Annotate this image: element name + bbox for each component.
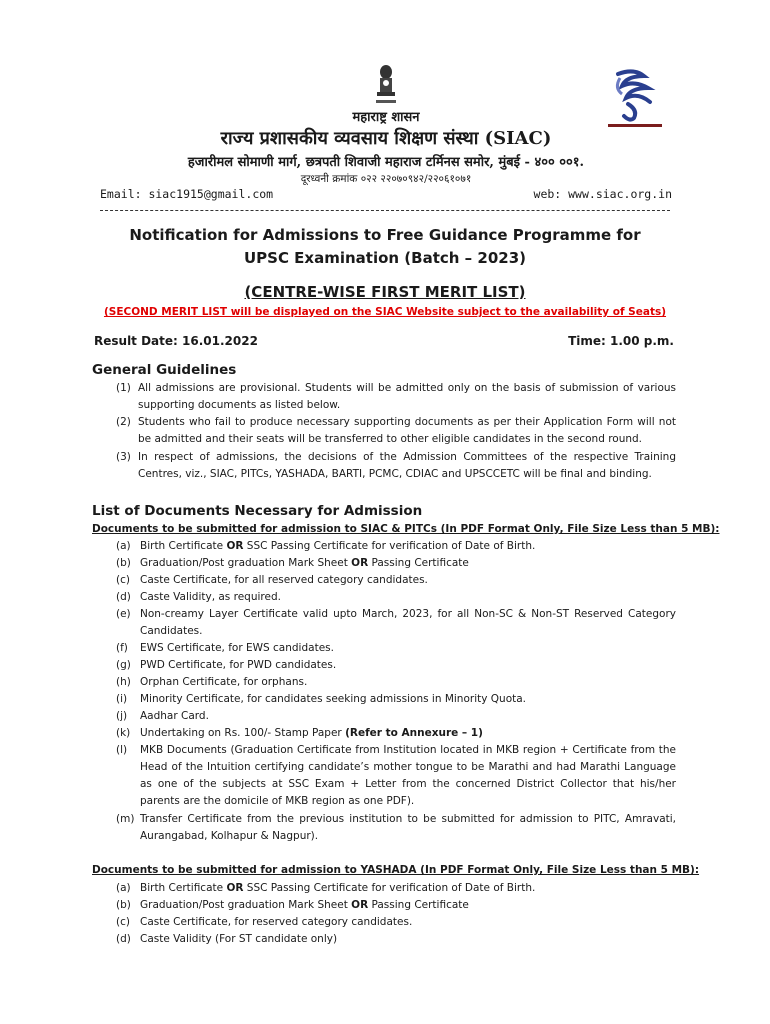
list-item-emphasis: OR [226, 882, 244, 894]
list-item-number: (j) [116, 710, 128, 722]
list-item-text-part: Passing Certificate [368, 557, 469, 569]
list-item-text [140, 657, 676, 674]
list-item [116, 449, 676, 483]
list-item [116, 414, 676, 448]
list-item [116, 657, 676, 674]
list-item-number: (c) [116, 574, 130, 586]
list-item-text-part: Transfer Certificate from the previous institution to be submitted for admission to PITC, Amravati, Aurangabad, Kolhapur & Nagpur). [140, 813, 676, 842]
list-item-text-part: Aadhar Card. [140, 710, 209, 722]
organization-phone: दूरध्वनी क्रमांक ०२२ २२०७०९४२/२२०६१०७१ [300, 173, 472, 185]
list-item-text-part: PWD Certificate, for PWD candidates. [140, 659, 337, 671]
notification-title-line2: UPSC Examination (Batch – 2023) [243, 249, 527, 267]
siac-documents-heading: Documents to be submitted for admission to SIAC & PITCs (In PDF Format Only, File Size Less than 5 MB): [92, 523, 720, 535]
list-item-text [140, 606, 676, 640]
list-item-text-part: Caste Certificate, for reserved category candidates. [140, 916, 413, 928]
list-item-number: (g) [116, 659, 131, 671]
list-item [116, 555, 676, 572]
list-item-emphasis: OR [226, 540, 244, 552]
list-item-text-part: Minority Certificate, for candidates seeking admissions in Minority Quota. [140, 693, 527, 705]
list-item-text-part: EWS Certificate, for EWS candidates. [140, 642, 334, 654]
list-item-number: (d) [116, 591, 131, 603]
list-item-text [140, 931, 676, 948]
list-item-text-part: Graduation/Post graduation Mark Sheet [140, 899, 352, 911]
list-item-text-part: Orphan Certificate, for orphans. [140, 676, 308, 688]
list-item-number: (1) [116, 382, 131, 394]
list-item-number: (f) [116, 642, 128, 654]
list-item-text [140, 811, 676, 845]
list-item-text-part: SSC Passing Certificate for verification of Date of Birth. [243, 882, 536, 894]
list-item [116, 897, 676, 914]
list-item-text [140, 742, 676, 810]
result-time: Time: 1.00 p.m. [568, 334, 674, 348]
notification-title-line1: Notification for Admissions to Free Guidance Programme for [129, 226, 641, 244]
list-item [116, 811, 676, 845]
list-item-text-part: Graduation/Post graduation Mark Sheet [140, 557, 352, 569]
list-item-number: (h) [116, 676, 131, 688]
list-item-text-part: MKB Documents (Graduation Certificate from Institution located in MKB region + Certificate from the Head of the Intuition certifying candidate’s mother tongue to be Marathi and had Marathi Language as one of the subjects at SSC Exam + Letter from the concerned District Collector that his/her parents are the domicile of MKB region as one PDF). [140, 744, 676, 807]
list-item [116, 589, 676, 606]
list-item-text-part: Passing Certificate [368, 899, 469, 911]
list-item [116, 914, 676, 931]
list-item [116, 606, 676, 640]
list-item [116, 708, 676, 725]
list-item-text [140, 589, 676, 606]
list-item-number: (c) [116, 916, 130, 928]
list-item-text [140, 640, 676, 657]
guidelines-heading: General Guidelines [92, 362, 237, 378]
list-item-text [140, 914, 676, 931]
organization-address: हजारीमल सोमाणी मार्ग, छत्रपती शिवाजी महाराज टर्मिनस समोर, मुंबई - ४०० ००१. [187, 155, 585, 170]
list-item-text [140, 572, 676, 589]
list-item-number: (m) [116, 813, 135, 825]
website-text: web: www.siac.org.in [533, 187, 672, 201]
yashada-documents-heading: Documents to be submitted for admission to YASHADA (In PDF Format Only, File Size Less than 5 MB): [92, 864, 700, 876]
list-item [116, 691, 676, 708]
list-item [116, 742, 676, 810]
list-item-text: In respect of admissions, the decisions of the Admission Committees of the respective Training Centres, viz., SIAC, PITCs, YASHADA, BARTI, PCMC, CDIAC and UPSCCETC will be final and binding. [138, 451, 676, 480]
second-merit-note: (SECOND MERIT LIST will be displayed on the SIAC Website subject to the availability of Seats) [103, 306, 667, 318]
list-item [116, 640, 676, 657]
list-item-text [140, 674, 676, 691]
list-item-number: (b) [116, 899, 131, 911]
list-item-number: (3) [116, 451, 131, 463]
list-item [116, 931, 676, 948]
list-item-text-part: Caste Validity, as required. [140, 591, 281, 603]
list-item-text [140, 555, 676, 572]
list-item-text [140, 880, 676, 897]
list-item-number: (i) [116, 693, 128, 705]
list-item-number: (e) [116, 608, 131, 620]
email-text: Email: siac1915@gmail.com [100, 187, 274, 201]
result-date: Result Date: 16.01.2022 [94, 334, 258, 348]
list-item [116, 538, 676, 555]
list-item-text [140, 897, 676, 914]
list-item-text-part: Undertaking on Rs. 100/- Stamp Paper [140, 727, 346, 739]
list-item-number: (2) [116, 416, 131, 428]
letterhead-divider [100, 210, 670, 211]
documents-heading: List of Documents Necessary for Admission [92, 503, 423, 519]
list-item-text-part: Caste Certificate, for all reserved category candidates. [140, 574, 428, 586]
list-item-text-part: Caste Validity (For ST candidate only) [140, 933, 338, 945]
list-item-emphasis: OR [351, 899, 369, 911]
list-item-text-part: Birth Certificate [140, 540, 227, 552]
list-item [116, 725, 676, 742]
list-item-number: (k) [116, 727, 131, 739]
organization-name: राज्य प्रशासकीय व्यवसाय शिक्षण संस्था (SIAC) [220, 128, 552, 149]
list-item-text-part: Non-creamy Layer Certificate valid upto March, 2023, for all Non-SC & Non-ST Reserved Category Candidates. [140, 608, 676, 637]
list-item-text: All admissions are provisional. Students will be admitted only on the basis of submission of various supporting documents as listed below. [138, 382, 676, 411]
list-item-text [140, 538, 676, 555]
list-item [116, 380, 676, 414]
list-item-emphasis: OR [351, 557, 369, 569]
merit-list-title: (CENTRE-WISE FIRST MERIT LIST) [244, 283, 526, 301]
state-emblem-icon [371, 62, 401, 106]
list-item-number: (a) [116, 540, 131, 552]
list-item-number: (l) [116, 744, 128, 756]
list-item-text [140, 691, 676, 708]
list-item [116, 572, 676, 589]
list-item-text-part: Birth Certificate [140, 882, 227, 894]
list-item-text [140, 708, 676, 725]
list-item [116, 880, 676, 897]
list-item [116, 674, 676, 691]
list-item-emphasis: (Refer to Annexure – 1) [345, 727, 483, 739]
list-item-text [140, 725, 676, 742]
list-item-number: (b) [116, 557, 131, 569]
contact-row [100, 187, 672, 203]
list-item-number: (d) [116, 933, 131, 945]
list-item-number: (a) [116, 882, 131, 894]
list-item-text: Students who fail to produce necessary supporting documents as per their Application Form will not be admitted and their seats will be transferred to other eligible candidates in the second round. [138, 416, 676, 445]
list-item-text-part: SSC Passing Certificate for verification of Date of Birth. [243, 540, 536, 552]
govt-name: महाराष्ट्र शासन [352, 110, 420, 125]
